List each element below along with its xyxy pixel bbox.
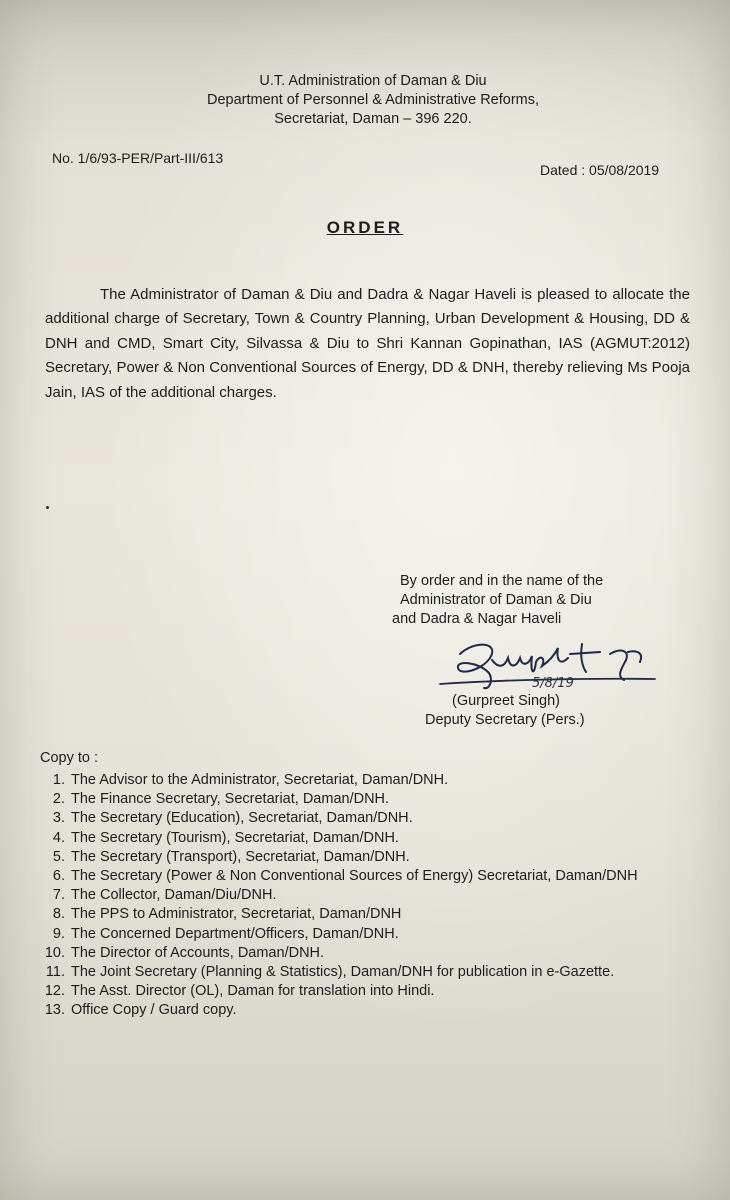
list-item-number: 7. <box>52 887 65 904</box>
list-item-number: 13. <box>44 1002 65 1019</box>
date-line: Dated : 05/08/2019 <box>540 162 660 178</box>
list-item <box>40 1001 690 1020</box>
list-item <box>40 809 690 828</box>
signature-line-2: Administrator of Daman & Diu <box>400 592 592 608</box>
order-body: The Administrator of Daman & Diu and Dadra & Nagar Haveli is pleased to allocate the additional charge of Secretary, Town & Country Planning, Urban Development & Housing, DD & DNH and CMD, Smart City, Silvassa & Diu to Shri Kannan Gopinathan, IAS (AGMUT:2012) Secretary, Power & Non Conventional Sources of Energy, DD & DNH, thereby relieving Ms Pooja Jain, IAS of the additional charges. <box>45 286 690 401</box>
list-item <box>40 829 690 848</box>
signatory-designation: Deputy Secretary (Pers.) <box>425 712 585 728</box>
list-item-text: The Collector, Daman/Diu/DNH. <box>71 887 277 904</box>
list-item-number: 2. <box>52 791 65 808</box>
list-item-text: The Secretary (Education), Secretariat, Daman/DNH. <box>71 810 413 827</box>
list-item-number: 6. <box>52 868 65 885</box>
signature-line-1: By order and in the name of the <box>400 573 604 589</box>
list-item <box>40 905 690 924</box>
list-item-number: 4. <box>52 829 65 846</box>
list-item <box>40 982 690 1001</box>
list-item-text: The Concerned Department/Officers, Daman/DNH. <box>71 925 399 942</box>
list-item-text: The PPS to Administrator, Secretariat, Daman/DNH <box>71 906 402 923</box>
list-item-text: The Secretary (Tourism), Secretariat, Daman/DNH. <box>71 829 399 846</box>
list-item-number: 3. <box>52 810 65 827</box>
list-item <box>40 790 690 809</box>
signature-date: 5/8/19 <box>532 676 574 691</box>
list-item <box>40 771 690 790</box>
header-line-1: U.T. Administration of Daman & Diu <box>259 73 487 89</box>
list-item-text: The Finance Secretary, Secretariat, Daman/DNH. <box>71 791 390 808</box>
list-item <box>40 963 690 982</box>
list-item-text: The Asst. Director (OL), Daman for translation into Hindi. <box>71 983 435 1000</box>
list-item-text: Office Copy / Guard copy. <box>71 1002 237 1019</box>
list-item-text: The Joint Secretary (Planning & Statistics), Daman/DNH for publication in e-Gazette. <box>71 964 615 981</box>
stray-mark <box>46 506 49 509</box>
list-item-number: 8. <box>52 906 65 923</box>
list-item <box>40 925 690 944</box>
list-item <box>40 944 690 963</box>
list-item-number: 1. <box>52 772 65 788</box>
list-item-number: 12. <box>44 983 65 1000</box>
list-item <box>40 867 690 886</box>
list-item-number: 9. <box>52 925 65 942</box>
list-item-text: The Advisor to the Administrator, Secretariat, Daman/DNH. <box>71 772 449 788</box>
list-item-text: The Director of Accounts, Daman/DNH. <box>71 944 325 961</box>
list-item-number: 5. <box>52 848 65 865</box>
list-item <box>40 848 690 867</box>
copy-to-list <box>40 771 690 1021</box>
list-item-number: 10. <box>44 944 65 961</box>
reference-number: No. 1/6/93-PER/Part-III/613 <box>52 150 224 166</box>
list-item-number: 11. <box>45 964 65 981</box>
list-item <box>40 886 690 905</box>
list-item-text: The Secretary (Transport), Secretariat, Daman/DNH. <box>71 848 410 865</box>
list-item-text: The Secretary (Power & Non Conventional Sources of Energy) Secretariat, Daman/DNH <box>71 868 638 885</box>
header-line-3: Secretariat, Daman – 396 220. <box>274 111 472 127</box>
signatory-name: (Gurpreet Singh) <box>452 693 560 709</box>
copy-to-label: Copy to : <box>40 750 99 766</box>
order-title: ORDER <box>326 218 404 237</box>
signature-line-3: and Dadra & Nagar Haveli <box>392 611 562 627</box>
header-line-2: Department of Personnel & Administrative Reforms, <box>206 92 540 108</box>
